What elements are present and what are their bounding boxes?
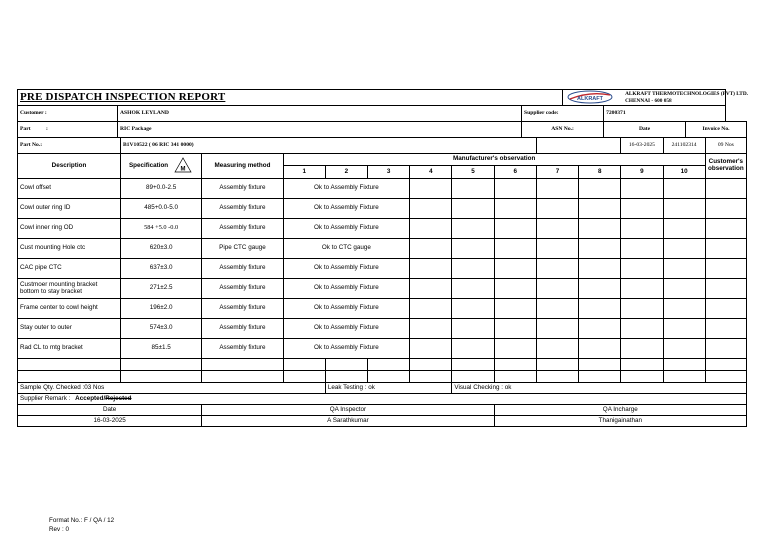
format-number: Format No.: F / QA / 12 <box>49 517 115 524</box>
col-number-8: 8 <box>579 166 621 179</box>
specification-header <box>120 154 201 179</box>
svg-text:ALKRAFT: ALKRAFT <box>577 96 604 102</box>
row-observation: Ok to Assembly Fixture <box>283 179 410 199</box>
row-method: Assembly fixture <box>202 279 283 299</box>
empty-row <box>18 371 747 383</box>
signoff-date-value: 16-03-2025 <box>18 416 202 427</box>
specification-header-label: Specification <box>128 162 169 169</box>
table-row <box>18 279 747 299</box>
table-row <box>18 239 747 259</box>
row-observation: Ok to CTC gauge <box>283 239 410 259</box>
qa-inspector-name: A Sarathkumar <box>202 416 494 427</box>
qa-incharge-name: Thanigainathan <box>494 416 746 427</box>
col-number-9: 9 <box>621 166 663 179</box>
col-number-3: 3 <box>368 166 410 179</box>
customer-observation-header: Customer's observation <box>705 154 746 179</box>
inspection-report-table <box>17 89 747 138</box>
col-number-7: 7 <box>536 166 578 179</box>
col-number-1: 1 <box>283 166 325 179</box>
table-row <box>18 199 747 219</box>
sample-qty-checked: Sample Qty. Checked :03 Nos <box>18 383 326 394</box>
measuring-method-header: Measuring method <box>202 154 283 179</box>
row-observation: Ok to Assembly Fixture <box>283 299 410 319</box>
row-description: Cowl offset <box>18 179 121 199</box>
row-description: Cust mounting Hole ctc <box>18 239 121 259</box>
row-description: Rad CL to mtg bracket <box>18 339 121 359</box>
row-observation: Ok to Assembly Fixture <box>283 319 410 339</box>
part-label: Part <box>20 126 31 133</box>
company-header <box>563 90 748 106</box>
row-observation: Ok to Assembly Fixture <box>283 219 410 239</box>
company-name: ALKRAFT THERMOTECHNOLOGIES (PVT) LTD. <box>625 91 748 97</box>
row-observation: Ok to Assembly Fixture <box>283 199 410 219</box>
table-row <box>18 219 747 239</box>
summary-row <box>18 383 747 394</box>
triangle-mark-icon <box>173 157 193 173</box>
accepted-text: Accepted/ <box>75 394 106 402</box>
table-row <box>18 179 747 199</box>
col-number-6: 6 <box>494 166 536 179</box>
row-description: Custmoer mounting bracket bottom to stay bracket <box>18 279 121 299</box>
form-footer <box>49 516 114 534</box>
inspection-details-table <box>17 137 747 427</box>
row-specification: 196±2.0 <box>120 299 201 319</box>
row-observation: Ok to Assembly Fixture <box>283 339 410 359</box>
invoice-value: 241102314 <box>663 138 705 154</box>
col-number-10: 10 <box>663 166 705 179</box>
date-value: 16-03-2025 <box>621 138 663 154</box>
part-no-value: B1V10522 ( 06 RIC 341 0000) <box>120 138 536 154</box>
part-label-cell <box>18 122 118 138</box>
row-specification: 85±1.5 <box>120 339 201 359</box>
row-specification: 485+0.0-5.0 <box>120 199 201 219</box>
date-label: Date <box>604 122 686 138</box>
report-title: PRE DISPATCH INSPECTION REPORT <box>18 90 563 106</box>
table-row <box>18 319 747 339</box>
row-method: Assembly fixture <box>202 199 283 219</box>
empty-row <box>18 359 747 371</box>
row-specification: 271±2.5 <box>120 279 201 299</box>
inspection-report-sheet <box>17 89 747 427</box>
signoff-values-row <box>18 416 747 427</box>
invoice-label: Invoice No. <box>686 122 747 138</box>
table-row <box>18 299 747 319</box>
row-specification: 637±3.0 <box>120 259 201 279</box>
customer-label: Customer : <box>18 106 118 122</box>
supplier-code-value: 7200371 <box>604 106 726 122</box>
supplier-remark-label: Supplier Remark : <box>20 394 71 402</box>
total-qty-value: 09 Nos <box>705 138 746 154</box>
part-value: RIC Package <box>118 122 522 138</box>
signoff-header-row <box>18 405 747 416</box>
row-method: Pipe CTC gauge <box>202 239 283 259</box>
supplier-remark <box>18 394 747 405</box>
description-header: Description <box>18 154 121 179</box>
row-description: CAC pipe CTC <box>18 259 121 279</box>
row-observation: Ok to Assembly Fixture <box>283 259 410 279</box>
part-colon: : <box>45 126 48 133</box>
company-details <box>625 91 748 104</box>
row-method: Assembly fixture <box>202 219 283 239</box>
row-specification: 620±3.0 <box>120 239 201 259</box>
asn-value <box>536 138 620 154</box>
row-method: Assembly fixture <box>202 319 283 339</box>
manufacturer-observation-header: Manufacturer's observation <box>283 154 705 166</box>
row-description: Cowl outer ring ID <box>18 199 121 219</box>
row-specification: 89+0.0-2.5 <box>120 179 201 199</box>
alkraft-logo <box>567 90 613 104</box>
row-description: Frame center to cowl height <box>18 299 121 319</box>
row-description: Cowl inner ring OD <box>18 219 121 239</box>
col-number-2: 2 <box>325 166 367 179</box>
spec-mark: M <box>180 166 186 173</box>
table-row <box>18 339 747 359</box>
leak-testing-result: Leak Testing : ok <box>325 383 452 394</box>
row-method: Assembly fixture <box>202 259 283 279</box>
customer-value: ASHOK LEYLAND <box>118 106 522 122</box>
visual-checking-result: Visual Checking : ok <box>452 383 747 394</box>
row-observation: Ok to Assembly Fixture <box>283 279 410 299</box>
row-method: Assembly fixture <box>202 339 283 359</box>
qa-incharge-label: QA Incharge <box>494 405 746 416</box>
asn-label: ASN No.: <box>522 122 604 138</box>
supplier-code-label: Supplier code: <box>522 106 604 122</box>
col-number-4: 4 <box>410 166 452 179</box>
row-method: Assembly fixture <box>202 299 283 319</box>
revision-number: Rev : 0 <box>49 526 69 533</box>
col-number-5: 5 <box>452 166 494 179</box>
table-row <box>18 259 747 279</box>
row-method: Assembly fixture <box>202 179 283 199</box>
company-address: CHENNAI - 600 058 <box>625 97 672 104</box>
rejected-text: Rejected <box>105 394 132 402</box>
row-description: Stay outer to outer <box>18 319 121 339</box>
part-no-label: Part No.: <box>18 138 121 154</box>
supplier-remark-row <box>18 394 747 405</box>
qa-inspector-label: QA Inspector <box>202 405 494 416</box>
signoff-date-label: Date <box>18 405 202 416</box>
row-specification: 574±3.0 <box>120 319 201 339</box>
row-specification: 584 +5.0 -0.0 <box>120 219 201 239</box>
